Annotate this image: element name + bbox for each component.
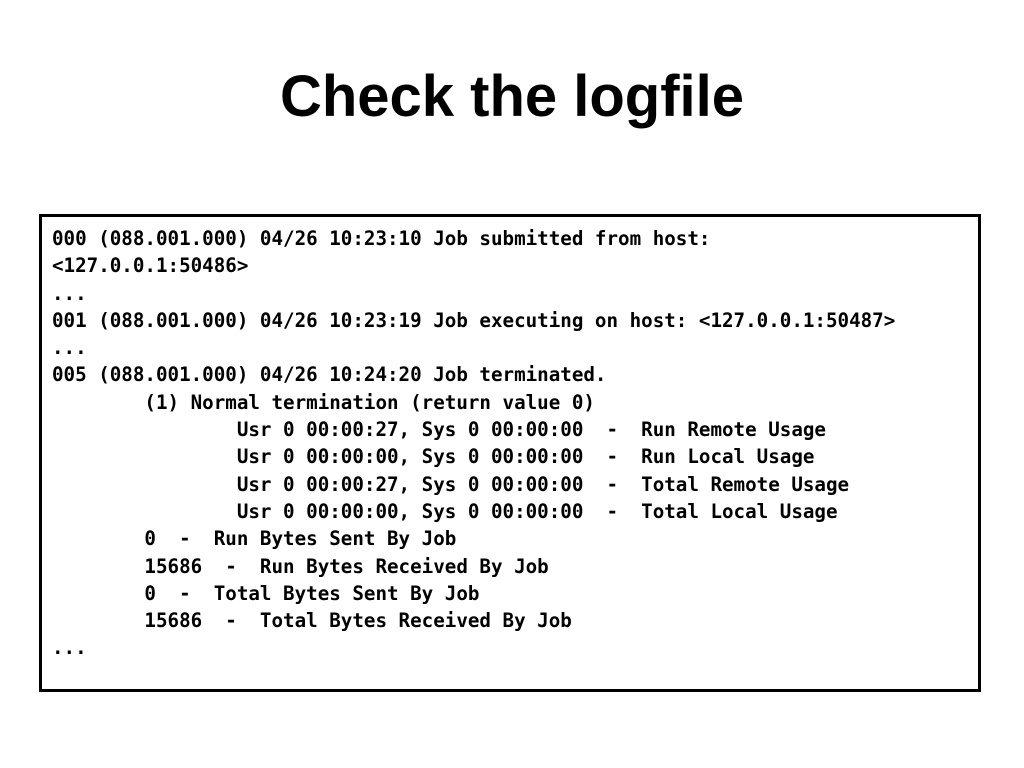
- log-line: 0 - Run Bytes Sent By Job: [52, 527, 457, 551]
- log-line: 15686 - Total Bytes Received By Job: [52, 609, 572, 633]
- log-line: Usr 0 00:00:00, Sys 0 00:00:00 - Total Local Usage: [52, 499, 838, 523]
- log-line: 005 (088.001.000) 04/26 10:24:20 Job terminated.: [52, 363, 607, 387]
- log-line: Usr 0 00:00:00, Sys 0 00:00:00 - Run Local Usage: [52, 445, 815, 469]
- slide-title: Check the logfile: [279, 64, 745, 129]
- log-line: (1) Normal termination (return value 0): [52, 390, 595, 414]
- log-line: 0 - Total Bytes Sent By Job: [52, 581, 480, 605]
- log-line: ...: [52, 636, 87, 660]
- log-line: Usr 0 00:00:27, Sys 0 00:00:00 - Run Remote Usage: [52, 418, 826, 442]
- log-line: ...: [52, 281, 87, 305]
- log-line: ...: [52, 336, 87, 360]
- log-line: <127.0.0.1:50486>: [52, 254, 249, 278]
- logfile-lines: [52, 225, 895, 662]
- log-line: 000 (088.001.000) 04/26 10:23:10 Job submitted from host:: [52, 227, 711, 250]
- logfile-box: [39, 214, 981, 692]
- log-line: 001 (088.001.000) 04/26 10:23:19 Job executing on host: <127.0.0.1:50487>: [52, 308, 896, 332]
- log-line: 15686 - Run Bytes Received By Job: [52, 554, 549, 578]
- log-line: Usr 0 00:00:27, Sys 0 00:00:00 - Total Remote Usage: [52, 472, 850, 496]
